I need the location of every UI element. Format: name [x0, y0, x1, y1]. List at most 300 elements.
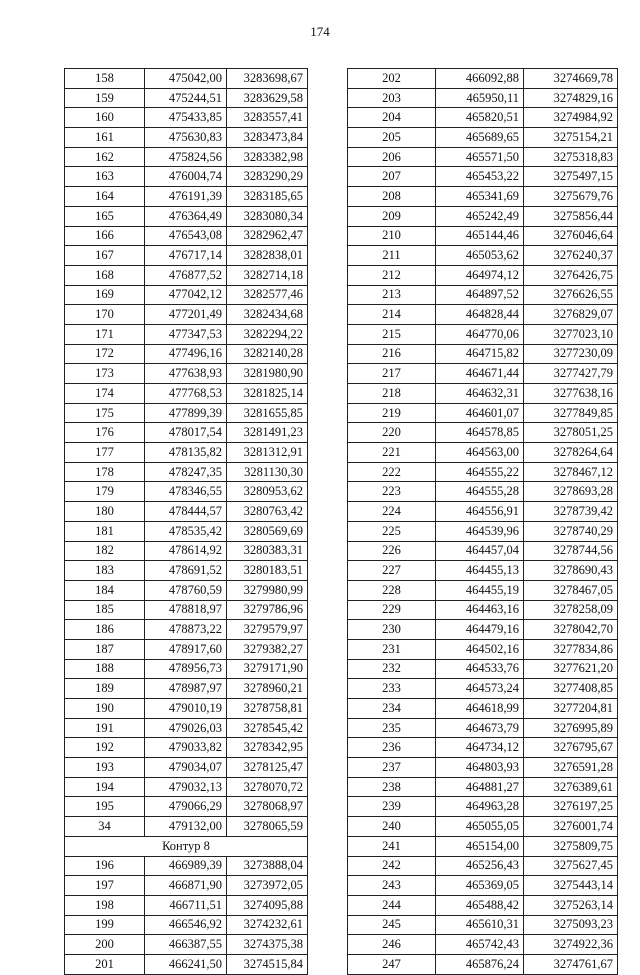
point-number: 177: [65, 443, 145, 463]
x-coordinate: 464632,31: [436, 384, 524, 404]
x-coordinate: 465571,50: [436, 147, 524, 167]
table-row: [65, 659, 308, 679]
point-number: 178: [65, 462, 145, 482]
point-number: 224: [348, 502, 436, 522]
table-row: [65, 600, 308, 620]
point-number: 205: [348, 128, 436, 148]
table-row: [348, 482, 618, 502]
table-row: [65, 620, 308, 640]
x-coordinate: 479026,03: [145, 718, 227, 738]
y-coordinate: 3277023,10: [524, 324, 618, 344]
point-number: 230: [348, 620, 436, 640]
page-number: 174: [310, 24, 330, 39]
table-row: [65, 69, 308, 89]
coordinates-table-right: [347, 68, 618, 975]
table-row: [348, 836, 618, 856]
y-coordinate: 3276626,55: [524, 285, 618, 305]
x-coordinate: 478917,60: [145, 639, 227, 659]
table-row: [348, 679, 618, 699]
table-row: [65, 344, 308, 364]
y-coordinate: 3276197,25: [524, 797, 618, 817]
x-coordinate: 466387,55: [145, 935, 227, 955]
point-number: 246: [348, 935, 436, 955]
point-number: 181: [65, 521, 145, 541]
table-row: [65, 403, 308, 423]
x-coordinate: 478956,73: [145, 659, 227, 679]
table-row: [348, 521, 618, 541]
y-coordinate: 3275856,44: [524, 206, 618, 226]
point-number: 190: [65, 699, 145, 719]
point-number: 186: [65, 620, 145, 640]
table-row: [348, 462, 618, 482]
point-number: 185: [65, 600, 145, 620]
point-number: 213: [348, 285, 436, 305]
table-row: [348, 364, 618, 384]
point-number: 212: [348, 265, 436, 285]
x-coordinate: 478444,57: [145, 502, 227, 522]
x-coordinate: 479033,82: [145, 738, 227, 758]
y-coordinate: 3276995,89: [524, 718, 618, 738]
x-coordinate: 478135,82: [145, 443, 227, 463]
x-coordinate: 478614,92: [145, 541, 227, 561]
x-coordinate: 475824,56: [145, 147, 227, 167]
table-row: [65, 147, 308, 167]
x-coordinate: 476543,08: [145, 226, 227, 246]
x-coordinate: 477768,53: [145, 384, 227, 404]
table-row: [348, 502, 618, 522]
table-row: [348, 758, 618, 778]
x-coordinate: 479010,19: [145, 699, 227, 719]
point-number: 199: [65, 915, 145, 935]
point-number: 163: [65, 167, 145, 187]
x-coordinate: 477638,93: [145, 364, 227, 384]
x-coordinate: 464618,99: [436, 699, 524, 719]
x-coordinate: 464963,28: [436, 797, 524, 817]
y-coordinate: 3276046,64: [524, 226, 618, 246]
y-coordinate: 3278467,12: [524, 462, 618, 482]
table-row: [348, 895, 618, 915]
point-number: 210: [348, 226, 436, 246]
y-coordinate: 3278342,95: [227, 738, 308, 758]
table-row: [65, 777, 308, 797]
table-row: [65, 758, 308, 778]
table-row: [348, 541, 618, 561]
y-coordinate: 3274761,67: [524, 954, 618, 974]
y-coordinate: 3279786,96: [227, 600, 308, 620]
x-coordinate: 479132,00: [145, 817, 227, 837]
x-coordinate: 464601,07: [436, 403, 524, 423]
y-coordinate: 3283698,67: [227, 69, 308, 89]
y-coordinate: 3278042,70: [524, 620, 618, 640]
y-coordinate: 3282838,01: [227, 246, 308, 266]
y-coordinate: 3279980,99: [227, 580, 308, 600]
table-row: [65, 167, 308, 187]
point-number: 162: [65, 147, 145, 167]
table-row: [348, 915, 618, 935]
point-number: 189: [65, 679, 145, 699]
y-coordinate: 3280383,31: [227, 541, 308, 561]
x-coordinate: 465453,22: [436, 167, 524, 187]
x-coordinate: 466092,88: [436, 69, 524, 89]
y-coordinate: 3279579,97: [227, 620, 308, 640]
x-coordinate: 465341,69: [436, 187, 524, 207]
x-coordinate: 464556,91: [436, 502, 524, 522]
point-number: 180: [65, 502, 145, 522]
x-coordinate: 478017,54: [145, 423, 227, 443]
point-number: 167: [65, 246, 145, 266]
table-row: [65, 876, 308, 896]
y-coordinate: 3281312,91: [227, 443, 308, 463]
table-row: [348, 620, 618, 640]
y-coordinate: 3283473,84: [227, 128, 308, 148]
y-coordinate: 3274232,61: [227, 915, 308, 935]
y-coordinate: 3278740,29: [524, 521, 618, 541]
table-row: [348, 935, 618, 955]
x-coordinate: 464573,24: [436, 679, 524, 699]
point-number: 182: [65, 541, 145, 561]
x-coordinate: 464555,28: [436, 482, 524, 502]
point-number: 193: [65, 758, 145, 778]
y-coordinate: 3274922,36: [524, 935, 618, 955]
y-coordinate: 3282434,68: [227, 305, 308, 325]
y-coordinate: 3278758,81: [227, 699, 308, 719]
point-number: 235: [348, 718, 436, 738]
point-number: 34: [65, 817, 145, 837]
point-number: 220: [348, 423, 436, 443]
contour-heading: Контур 8: [65, 836, 308, 856]
x-coordinate: 465950,11: [436, 88, 524, 108]
y-coordinate: 3281491,23: [227, 423, 308, 443]
x-coordinate: 477347,53: [145, 324, 227, 344]
x-coordinate: 464539,96: [436, 521, 524, 541]
x-coordinate: 476191,39: [145, 187, 227, 207]
x-coordinate: 477496,16: [145, 344, 227, 364]
y-coordinate: 3273888,04: [227, 856, 308, 876]
y-coordinate: 3274375,38: [227, 935, 308, 955]
table-row: [65, 954, 308, 974]
point-number: 227: [348, 561, 436, 581]
y-coordinate: 3280763,42: [227, 502, 308, 522]
point-number: 241: [348, 836, 436, 856]
x-coordinate: 464974,12: [436, 265, 524, 285]
point-number: 196: [65, 856, 145, 876]
x-coordinate: 464734,12: [436, 738, 524, 758]
point-number: 203: [348, 88, 436, 108]
x-coordinate: 466711,51: [145, 895, 227, 915]
table-row: [348, 324, 618, 344]
point-number: 164: [65, 187, 145, 207]
y-coordinate: 3281980,90: [227, 364, 308, 384]
x-coordinate: 475042,00: [145, 69, 227, 89]
y-coordinate: 3278065,59: [227, 817, 308, 837]
x-coordinate: 476717,14: [145, 246, 227, 266]
point-number: 194: [65, 777, 145, 797]
table-row: [348, 600, 618, 620]
y-coordinate: 3275809,75: [524, 836, 618, 856]
point-number: 219: [348, 403, 436, 423]
point-number: 238: [348, 777, 436, 797]
table-row: [348, 147, 618, 167]
point-number: 214: [348, 305, 436, 325]
x-coordinate: 476004,74: [145, 167, 227, 187]
point-number: 232: [348, 659, 436, 679]
y-coordinate: 3283185,65: [227, 187, 308, 207]
x-coordinate: 464715,82: [436, 344, 524, 364]
point-number: 242: [348, 856, 436, 876]
table-row: [348, 108, 618, 128]
point-number: 198: [65, 895, 145, 915]
x-coordinate: 464828,44: [436, 305, 524, 325]
y-coordinate: 3277427,79: [524, 364, 618, 384]
point-number: 243: [348, 876, 436, 896]
x-coordinate: 465369,05: [436, 876, 524, 896]
point-number: 172: [65, 344, 145, 364]
table-row: [348, 206, 618, 226]
table-row: [65, 915, 308, 935]
x-coordinate: 464533,76: [436, 659, 524, 679]
x-coordinate: 478247,35: [145, 462, 227, 482]
y-coordinate: 3276389,61: [524, 777, 618, 797]
y-coordinate: 3277621,20: [524, 659, 618, 679]
x-coordinate: 465055,05: [436, 817, 524, 837]
x-coordinate: 476877,52: [145, 265, 227, 285]
table-row: [65, 679, 308, 699]
table-row: [348, 285, 618, 305]
point-number: 207: [348, 167, 436, 187]
x-coordinate: 465488,42: [436, 895, 524, 915]
point-number: 187: [65, 639, 145, 659]
point-number: 209: [348, 206, 436, 226]
table-row: [65, 935, 308, 955]
point-number: 175: [65, 403, 145, 423]
x-coordinate: 464803,93: [436, 758, 524, 778]
y-coordinate: 3282962,47: [227, 226, 308, 246]
table-row: [348, 88, 618, 108]
point-number: 233: [348, 679, 436, 699]
y-coordinate: 3281130,30: [227, 462, 308, 482]
y-coordinate: 3276240,37: [524, 246, 618, 266]
point-number: 245: [348, 915, 436, 935]
y-coordinate: 3275093,23: [524, 915, 618, 935]
point-number: 236: [348, 738, 436, 758]
point-number: 176: [65, 423, 145, 443]
coordinates-table-left: [64, 68, 308, 975]
y-coordinate: 3274829,16: [524, 88, 618, 108]
point-number: 173: [65, 364, 145, 384]
x-coordinate: 479032,13: [145, 777, 227, 797]
x-coordinate: 478987,97: [145, 679, 227, 699]
x-coordinate: 479034,07: [145, 758, 227, 778]
x-coordinate: 478535,42: [145, 521, 227, 541]
table-row: [65, 88, 308, 108]
x-coordinate: 475433,85: [145, 108, 227, 128]
y-coordinate: 3283080,34: [227, 206, 308, 226]
y-coordinate: 3281825,14: [227, 384, 308, 404]
y-coordinate: 3276426,75: [524, 265, 618, 285]
point-number: 237: [348, 758, 436, 778]
y-coordinate: 3278051,25: [524, 423, 618, 443]
table-row: [348, 443, 618, 463]
coordinates-table-right-body: [348, 69, 618, 975]
table-row: [348, 777, 618, 797]
x-coordinate: 479066,29: [145, 797, 227, 817]
y-coordinate: 3277408,85: [524, 679, 618, 699]
point-number: 161: [65, 128, 145, 148]
y-coordinate: 3275154,21: [524, 128, 618, 148]
y-coordinate: 3276001,74: [524, 817, 618, 837]
x-coordinate: 464881,27: [436, 777, 524, 797]
table-row: [65, 443, 308, 463]
point-number: 211: [348, 246, 436, 266]
table-row: [348, 69, 618, 89]
point-number: 208: [348, 187, 436, 207]
y-coordinate: 3276795,67: [524, 738, 618, 758]
y-coordinate: 3283557,41: [227, 108, 308, 128]
point-number: 195: [65, 797, 145, 817]
point-number: 231: [348, 639, 436, 659]
y-coordinate: 3282714,18: [227, 265, 308, 285]
x-coordinate: 465154,00: [436, 836, 524, 856]
point-number: 165: [65, 206, 145, 226]
coordinates-table-left-body: [65, 69, 308, 975]
y-coordinate: 3278258,09: [524, 600, 618, 620]
table-row: [65, 502, 308, 522]
table-row: [65, 718, 308, 738]
x-coordinate: 464457,04: [436, 541, 524, 561]
y-coordinate: 3280953,62: [227, 482, 308, 502]
table-row: [65, 285, 308, 305]
table-row: [65, 187, 308, 207]
table-row: [348, 738, 618, 758]
y-coordinate: 3275679,76: [524, 187, 618, 207]
x-coordinate: 477201,49: [145, 305, 227, 325]
table-row: [65, 265, 308, 285]
table-row: [65, 128, 308, 148]
y-coordinate: 3278125,47: [227, 758, 308, 778]
table-row: [65, 561, 308, 581]
table-row: [65, 895, 308, 915]
x-coordinate: 465876,24: [436, 954, 524, 974]
table-row: [65, 639, 308, 659]
point-number: 168: [65, 265, 145, 285]
y-coordinate: 3276829,07: [524, 305, 618, 325]
x-coordinate: 465742,43: [436, 935, 524, 955]
table-row: [65, 324, 308, 344]
x-coordinate: 465689,65: [436, 128, 524, 148]
table-row: [348, 876, 618, 896]
y-coordinate: 3276591,28: [524, 758, 618, 778]
point-number: 183: [65, 561, 145, 581]
x-coordinate: 465610,31: [436, 915, 524, 935]
contour-heading-row: [65, 836, 308, 856]
x-coordinate: 464578,85: [436, 423, 524, 443]
x-coordinate: 476364,49: [145, 206, 227, 226]
table-row: [348, 265, 618, 285]
y-coordinate: 3277834,86: [524, 639, 618, 659]
point-number: 169: [65, 285, 145, 305]
x-coordinate: 464479,16: [436, 620, 524, 640]
x-coordinate: 464770,06: [436, 324, 524, 344]
y-coordinate: 3275263,14: [524, 895, 618, 915]
y-coordinate: 3278264,64: [524, 443, 618, 463]
x-coordinate: 478346,55: [145, 482, 227, 502]
table-row: [348, 659, 618, 679]
table-row: [348, 856, 618, 876]
x-coordinate: 478818,97: [145, 600, 227, 620]
y-coordinate: 3278068,97: [227, 797, 308, 817]
point-number: 204: [348, 108, 436, 128]
table-row: [348, 580, 618, 600]
y-coordinate: 3273972,05: [227, 876, 308, 896]
x-coordinate: 466241,50: [145, 954, 227, 974]
point-number: 184: [65, 580, 145, 600]
table-row: [65, 108, 308, 128]
table-row: [65, 856, 308, 876]
point-number: 158: [65, 69, 145, 89]
y-coordinate: 3280183,51: [227, 561, 308, 581]
table-row: [348, 344, 618, 364]
y-coordinate: 3283382,98: [227, 147, 308, 167]
y-coordinate: 3278960,21: [227, 679, 308, 699]
point-number: 170: [65, 305, 145, 325]
point-number: 229: [348, 600, 436, 620]
point-number: 201: [65, 954, 145, 974]
point-number: 244: [348, 895, 436, 915]
y-coordinate: 3282577,46: [227, 285, 308, 305]
table-row: [348, 699, 618, 719]
table-row: [348, 305, 618, 325]
point-number: 223: [348, 482, 436, 502]
table-row: [65, 699, 308, 719]
y-coordinate: 3278739,42: [524, 502, 618, 522]
y-coordinate: 3282294,22: [227, 324, 308, 344]
table-row: [65, 797, 308, 817]
x-coordinate: 464673,79: [436, 718, 524, 738]
point-number: 217: [348, 364, 436, 384]
point-number: 240: [348, 817, 436, 837]
x-coordinate: 464563,00: [436, 443, 524, 463]
point-number: 188: [65, 659, 145, 679]
y-coordinate: 3278693,28: [524, 482, 618, 502]
point-number: 179: [65, 482, 145, 502]
point-number: 174: [65, 384, 145, 404]
point-number: 221: [348, 443, 436, 463]
x-coordinate: 465144,46: [436, 226, 524, 246]
y-coordinate: 3275627,45: [524, 856, 618, 876]
y-coordinate: 3280569,69: [227, 521, 308, 541]
y-coordinate: 3278070,72: [227, 777, 308, 797]
point-number: 166: [65, 226, 145, 246]
y-coordinate: 3278467,05: [524, 580, 618, 600]
table-row: [348, 167, 618, 187]
x-coordinate: 466871,90: [145, 876, 227, 896]
table-row: [65, 521, 308, 541]
table-row: [65, 226, 308, 246]
table-row: [348, 403, 618, 423]
y-coordinate: 3275318,83: [524, 147, 618, 167]
x-coordinate: 477899,39: [145, 403, 227, 423]
point-number: 226: [348, 541, 436, 561]
table-row: [348, 187, 618, 207]
point-number: 228: [348, 580, 436, 600]
point-number: 239: [348, 797, 436, 817]
x-coordinate: 465820,51: [436, 108, 524, 128]
y-coordinate: 3281655,85: [227, 403, 308, 423]
x-coordinate: 464671,44: [436, 364, 524, 384]
x-coordinate: 466989,39: [145, 856, 227, 876]
table-row: [65, 462, 308, 482]
x-coordinate: 478873,22: [145, 620, 227, 640]
